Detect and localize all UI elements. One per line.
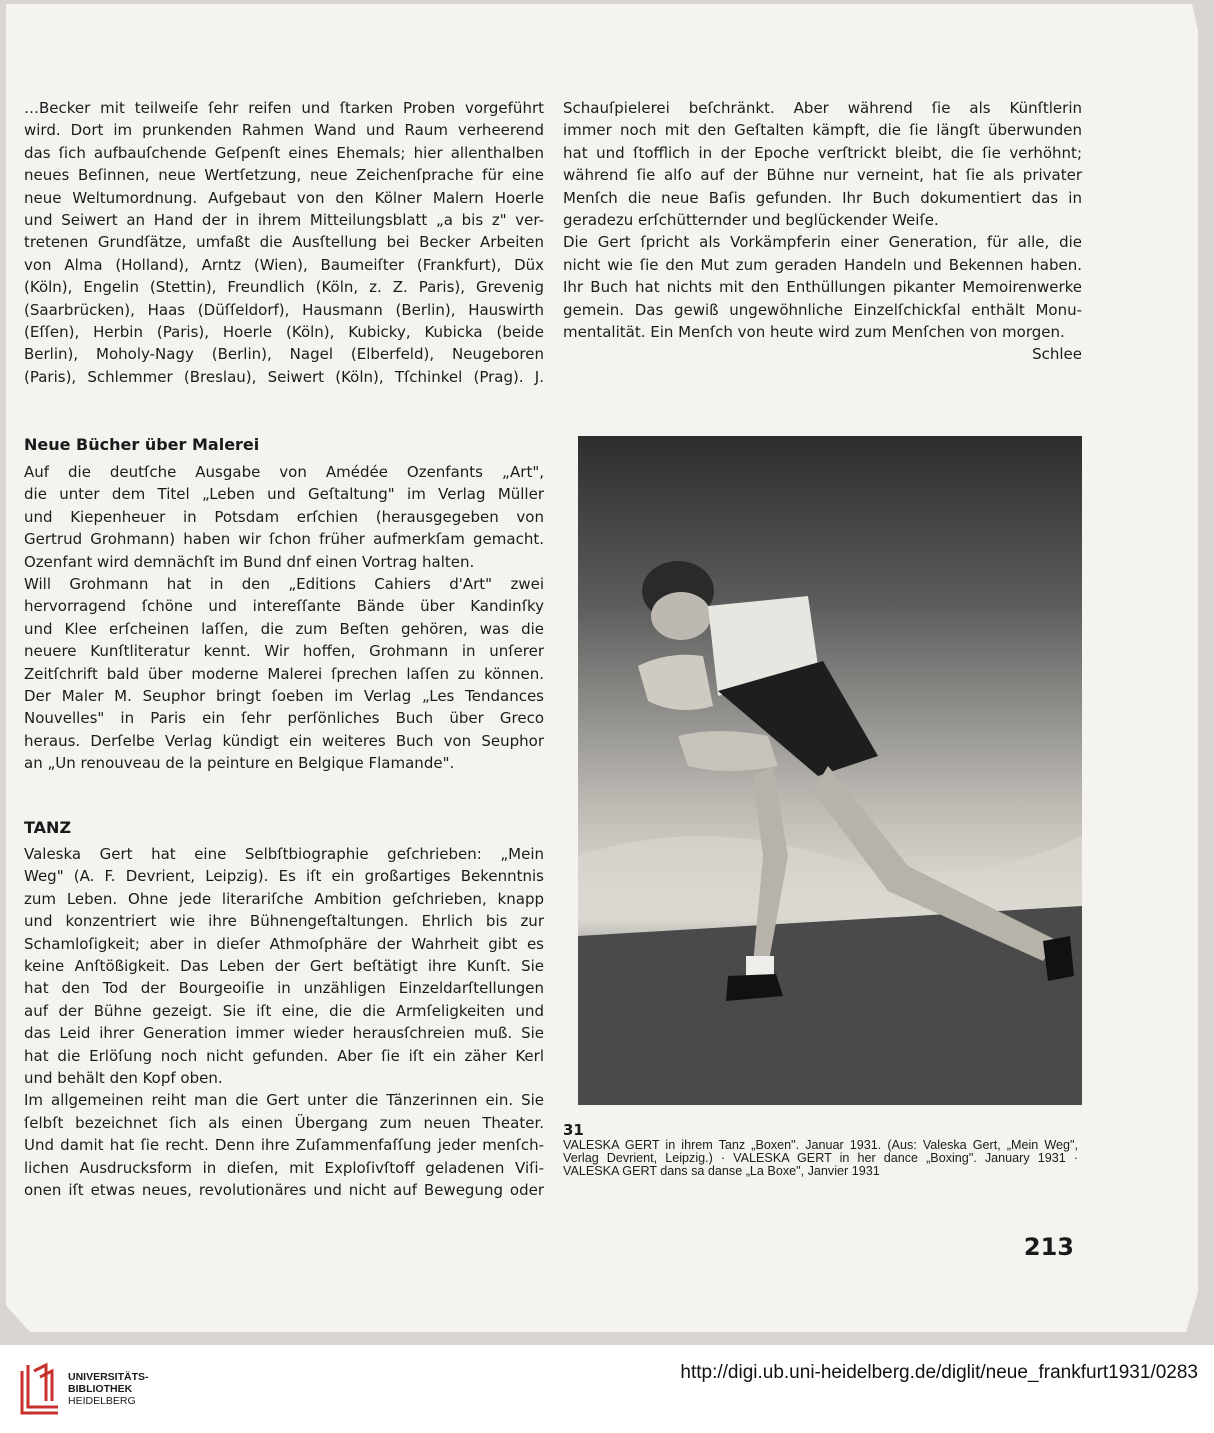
page-number: 213 — [1023, 1233, 1074, 1261]
text-line: lichen Ausdrucksform in dieſen, mit Exploſivſtoff geladenen Viſi- — [24, 1158, 544, 1177]
text-line: tretenen Grundſätze, umfaßt die Ausſtellung bei Becker Arbeiten — [24, 233, 544, 252]
text-line: an „Un renouveau de la peinture en Belgique Flamande". — [24, 754, 455, 773]
text-line: Auf die deutſche Ausgabe von Amédée Ozenfants „Art", — [24, 463, 544, 481]
text-line: Die Gert ſpricht als Vorkämpferin einer Generation, für alle, die — [563, 233, 1082, 252]
text-line: ſelbſt bezeichnet ſich als einen Übergang zum neuen Theater. — [24, 1113, 544, 1132]
text-line: Valeska Gert hat eine Selbſtbiographie geſchrieben: „Mein — [24, 845, 544, 863]
photo-illustration — [578, 436, 1082, 1105]
text-line: (Paris), Schlemmer (Breslau), Seiwert (Köln), Tſchinkel (Prag). J. — [24, 367, 544, 386]
text-line: geradezu erſchütternder und beglückender Weiſe. — [563, 211, 939, 230]
text-line: neues Beſinnen, neue Wertſetzung, neue Zeichenſprache für eine — [24, 166, 544, 185]
text-line: Schauſpielerei beſchränkt. Aber während ſie als Künſtlerin — [563, 99, 1082, 117]
text-line: Ozenfant wird demnächſt im Bund dnf einen Vortrag halten. — [24, 552, 475, 571]
text-line: hervorragend ſchöne und intereſſante Bände über Kandinſky — [24, 597, 544, 616]
text-line: das ſich aufbauſchende Geſpenſt eines Ehemals; hier allenthalben — [24, 143, 544, 162]
text-line: mentalität. Ein Menſch von heute wird zum Menſchen von morgen. — [563, 323, 1065, 342]
left-column-top — [24, 97, 544, 388]
text-line: zum Leben. Ohne jede literariſche Ambition geſchrieben, knapp — [24, 889, 544, 908]
text-line: neuere Kunſtliteratur kennt. Wir hoffen, Grohmann in unſerer — [24, 642, 544, 661]
text-line: auf der Bühne gezeigt. Sie iſt eine, die die Armſeligkeiten und — [24, 1001, 544, 1020]
text-line: gemein. Das gewiß ungewöhnliche Einzelſchickſal enthält Monu- — [563, 300, 1082, 319]
ub-heidelberg-logo-icon — [18, 1361, 62, 1417]
text-line: heraus. Derſelbe Verlag kündigt ein weiteres Buch von Seuphor — [24, 731, 544, 750]
text-line: (Saarbrücken), Haas (Düſſeldorf), Hausmann (Berlin), Hauswirth — [24, 300, 544, 319]
text-line: Schamloſigkeit; aber in dieſer Athmoſphäre der Wahrheit gibt es — [24, 934, 544, 953]
text-line: und konzentriert wie ihre Bühnengeſtaltungen. Ehrlich bis zur — [24, 912, 544, 931]
text-line: Berlin), Moholy-Nagy (Berlin), Nagel (Elberfeld), Neugeboren — [24, 345, 544, 364]
section-heading-tanz: TANZ — [24, 818, 72, 837]
text-line: und Seiwert an Hand der in ihrem Mitteilungsblatt „a bis z" ver- — [24, 211, 544, 230]
text-line: keine Anſtößigkeit. Das Leben der Gert beſtätigt ihre Kunſt. Sie — [24, 957, 544, 976]
text-line: (Köln), Engelin (Stettin), Freundlich (Köln, z. Z. Paris), Grevenig — [24, 278, 544, 297]
text-line: onen iſt etwas neues, revolutionäres und nicht auf Bewegung oder — [24, 1181, 544, 1200]
section-heading-books: Neue Bücher über Malerei — [24, 435, 260, 454]
library-footer — [0, 1345, 1214, 1433]
text-line: neue Weltumordnung. Aufgebaut von den Kölner Malern Hoerle — [24, 188, 544, 207]
text-line: von Alma (Holland), Arntz (Wien), Baumeiſter (Frankfurt), Düx — [24, 255, 544, 274]
caption-number: 31 — [563, 1121, 584, 1139]
library-name-line1: UNIVERSITÄTS- — [68, 1371, 149, 1383]
text-line: Zeitſchrift bald über moderne Malerei ſprechen laſſen zu können. — [24, 664, 544, 683]
text-line: und behält den Kopf oben. — [24, 1069, 223, 1088]
text-line: hat die Erlöſung noch nicht gefunden. Aber ſie iſt ein zäher Kerl — [24, 1046, 544, 1065]
text-line: Menſch die neue Baſis gefunden. Ihr Buch dokumentiert das in — [563, 188, 1082, 207]
text-line: Der Maler M. Seuphor bringt ſoeben im Verlag „Les Tendances — [24, 687, 544, 706]
library-name-line3: HEIDELBERG — [68, 1395, 136, 1407]
text-line: immer noch mit den Geſtalten kämpft, die ſie längſt überwunden — [563, 121, 1082, 140]
text-line: nicht wie ſie den Mut zum geraden Handeln und Bekennen haben. — [563, 255, 1082, 274]
right-column-top — [563, 97, 1082, 366]
photo-caption: VALESKA GERT in ihrem Tanz „Boxen". Januar 1931. (Aus: Valeska Gert, „Mein Weg", Verlag Devrient, Leipzig.) · VALESKA GERT in her dance „Boxing". January 1931 · VALESKA GERT dans sa danse „La Boxe", Janvier 1931 — [563, 1138, 1078, 1178]
text-line: hat und ſtofflich in der Epoche verſtrickt bleibt, die ſie verhöhnt; — [563, 143, 1082, 162]
text-line: Und damit hat ſie recht. Denn ihre Zuſammenfaſſung jeder menſch- — [24, 1136, 544, 1155]
books-article — [24, 461, 544, 775]
text-line: Will Grohmann hat in den „Editions Cahiers d'Art" zwei — [24, 575, 544, 594]
text-line: und Kiepenheuer in Potsdam erſchien (herausgegeben von — [24, 507, 544, 526]
tanz-article — [24, 843, 544, 1202]
text-line: das Leid ihrer Generation immer wieder herausſchreien muß. Sie — [24, 1024, 544, 1043]
photo-valeska-gert-boxing — [578, 436, 1082, 1105]
library-name-line2: BIBLIOTHEK — [68, 1383, 133, 1395]
text-line: Weg" (A. F. Devrient, Leipzig). Es iſt ein großartiges Bekenntnis — [24, 867, 544, 886]
text-line: Ihr Buch hat nichts mit den Enthüllungen pikanter Memoirenwerke — [563, 278, 1082, 297]
permalink-url[interactable]: http://digi.ub.uni-heidelberg.de/diglit/neue_frankfurt1931/0283 — [680, 1362, 1198, 1383]
text-line: Im allgemeinen reiht man die Gert unter die Tänzerinnen ein. Sie — [24, 1091, 544, 1110]
text-line: und Klee erſcheinen laſſen, die zum Beſten gehören, was die — [24, 619, 544, 638]
text-line: während ſie alſo auf der Bühne nur verneint, hat ſie als privater — [563, 166, 1082, 185]
library-name — [68, 1371, 149, 1407]
text-line: Nouvelles" in Paris ein ſehr perſönliches Buch über Greco — [24, 709, 544, 728]
text-line: die unter dem Titel „Leben und Geſtaltung" im Verlag Müller — [24, 485, 544, 504]
text-line: wird. Dort im prunkenden Rahmen Wand und Raum verheerend — [24, 121, 544, 140]
text-line: …Becker mit teilweiſe ſehr reifen und ſtarken Proben vorgeführt — [24, 99, 544, 117]
author-signature: Schlee — [1032, 345, 1082, 364]
text-line: (Eſſen), Herbin (Paris), Hoerle (Köln), Kubicky, Kubicka (beide — [24, 323, 544, 342]
text-line: hat den Tod der Bourgeoiſie in unzähligen Einzeldarſtellungen — [24, 979, 544, 998]
text-line: Gertrud Grohmann) haben wir ſchon früher aufmerkſam gemacht. — [24, 530, 544, 549]
